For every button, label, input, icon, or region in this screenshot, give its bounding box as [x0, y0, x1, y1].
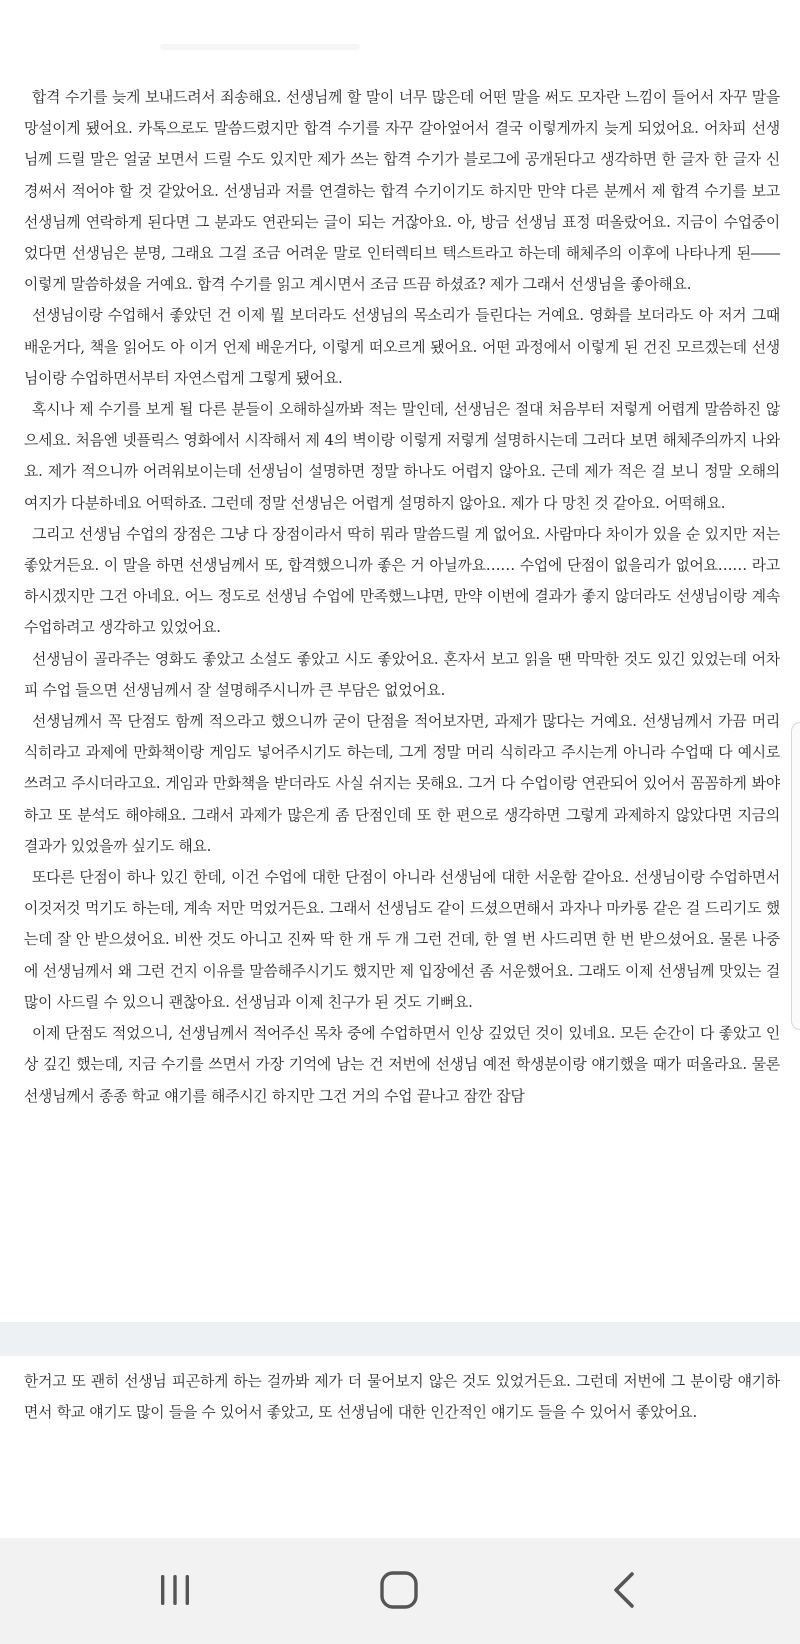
- paragraph: 선생님이랑 수업해서 좋았던 건 이제 뭘 보더라도 선생님의 목소리가 들린다는 거예요. 영화를 보더라도 아 저거 그때 배운거다, 책을 읽어도 아 이거 언제 배운거다, 이렇게 떠오르게 됐어요. 어떤 과정에서 이렇게 된 건진 모르겠는데 선생님이랑 수업하면서부터 자연스럽게 그렇게 됐어요.: [24, 307, 780, 387]
- paragraph: 그리고 선생님 수업의 장점은 그냥 다 장점이라서 딱히 뭐라 말씀드릴 게 없어요. 사람마다 차이가 있을 순 있지만 저는 좋았거든요. 이 말을 하면 선생님께서 또, 합격했으니까 좋은 거 아닐까요…… 수업에 단점이 없을리가 없어요…… 라고 하시겠지만 그건 아네요. 어느 정도로 선생님 수업에 만족했느냐면, 만약 이번에 결과가 좋지 않더라도 선생님이랑 계속 수업하려고 생각하고 있었어요.: [24, 525, 780, 637]
- page-break-divider: [0, 1322, 800, 1356]
- back-icon: [604, 1568, 644, 1616]
- page-2-text: [24, 1366, 780, 1428]
- document-page-1: [0, 72, 800, 1312]
- home-button[interactable]: [369, 1564, 429, 1620]
- paragraph: 한거고 또 괜히 선생님 피곤하게 하는 걸까봐 제가 더 물어보지 않은 것도 있었거든요. 그런데 저번에 그 분이랑 얘기하면서 학교 얘기도 많이 들을 수 있어서 좋았고, 또 선생님에 대한 인간적인 얘기도 들을 수 있어서 좋았어요.: [24, 1373, 780, 1422]
- paragraph: 선생님이 골라주는 영화도 좋았고 소설도 좋았고 시도 좋았어요. 혼자서 보고 읽을 땐 막막한 것도 있긴 있었는데 어차피 수업 들으면 선생님께서 잘 설명해주시니까 큰 부담은 없었어요.: [24, 650, 780, 699]
- page-1-text: [24, 82, 780, 1112]
- home-icon: [377, 1568, 421, 1616]
- back-button[interactable]: [594, 1564, 654, 1620]
- page-top-margin: [0, 0, 800, 60]
- paragraph: 또다른 단점이 하나 있긴 한데, 이건 수업에 대한 단점이 아니라 선생님에 대한 서운함 같아요. 선생님이랑 수업하면서 이것저것 먹기도 하는데, 계속 저만 먹었거든요. 그래서 선생님도 같이 드셨으면해서 과자나 마카롱 같은 걸 드리기도 했는데 잘 안 받으셨어요. 비싼 것도 아니고 진짜 딱 한 개 두 개 그런 건데, 한 열 번 사드리면 한 번 받으셨어요. 물론 나중에 선생님께서 왜 그런 건지 이유를 말씀해주시기도 했지만 제 입장에선 좀 서운했어요. 그래도 이제 선생님께 맛있는 걸 많이 사드릴 수 있으니 괜찮아요. 선생님과 이제 친구가 된 것도 기뻐요.: [24, 869, 780, 1011]
- paragraph: 이제 단점도 적었으니, 선생님께서 적어주신 목차 중에 수업하면서 인상 깊었던 것이 있네요. 모든 순간이 다 좋았고 인상 깊긴 했는데, 지금 수기를 쓰면서 가장 기억에 남는 건 저번에 선생님 예전 학생분이랑 얘기했을 때가 떠올라요. 물론 선생님께서 종종 학교 얘기를 해주시긴 하지만 그건 거의 수업 끝나고 잠깐 잡담: [24, 1025, 780, 1105]
- faint-header-line: [160, 44, 360, 50]
- recent-apps-button[interactable]: [145, 1564, 205, 1620]
- paragraph: 혹시나 제 수기를 보게 될 다른 분들이 오해하실까봐 적는 말인데, 선생님은 절대 처음부터 저렇게 어렵게 말씀하진 않으세요. 처음엔 넷플릭스 영화에서 시작해서 제 4의 벽이랑 이렇게 저렇게 설명하시는데 그러다 보면 해체주의까지 나와요. 제가 적으니까 어려워보이는데 선생님이 설명하면 정말 하나도 어렵지 않아요. 근데 제가 적은 걸 보니 정말 오해의 여지가 다분하네요 어떡하죠. 그런데 정말 선생님은 어렵게 설명하지 않아요. 제가 다 망친 것 같아요. 어떡해요.: [24, 401, 780, 512]
- document-page-2: [0, 1356, 800, 1536]
- paragraph: 선생님께서 꼭 단점도 함께 적으라고 했으니까 굳이 단점을 적어보자면, 과제가 많다는 거예요. 선생님께서 가끔 머리 식히라고 과제에 만화책이랑 게임도 넣어주시기도 하는데, 그게 정말 머리 식히라고 주시는게 아니라 수업때 다 예시로 쓰려고 주시더라고요. 게임과 만화책을 받더라도 사실 쉬지는 못해요. 그거 다 수업이랑 연관되어 있어서 꼼꼼하게 봐야하고 또 분석도 해야해요. 그래서 과제가 많은게 좀 단점인데 또 한 편으로 생각하면 그렇게 과제하지 않았다면 지금의 결과가 있었을까 싶기도 해요.: [24, 713, 780, 855]
- scroll-handle[interactable]: [791, 722, 800, 1030]
- android-navigation-bar: [0, 1538, 800, 1644]
- paragraph: 합격 수기를 늦게 보내드려서 죄송해요. 선생님께 할 말이 너무 많은데 어떤 말을 써도 모자란 느낌이 들어서 자꾸 말을 망설이게 됐어요. 카톡으로도 말씀드렸지만 합격 수기를 자꾸 갈아엎어서 결국 이렇게까지 늦게 되었어요. 어차피 선생님께 드릴 말은 얼굴 보면서 드릴 수도 있지만 제가 쓰는 합격 수기가 블로그에 공개된다고 생각하면 한 글자 한 글자 신경써서 적어야 할 것 같았어요. 선생님과 저를 연결하는 합격 수기이기도 하지만 만약 다른 분께서 제 합격 수기를 보고 선생님께 연락하게 된다면 그 분과도 연관되는 글이 되는 거잖아요. 아, 방금 선생님 표정 떠올랐어요. 지금이 수업중이었다면 선생님은 분명, 그래요 그걸 조금 어려운 말로 인터렉티브 텍스트라고 하는데 해체주의 이후에 나타나게 된―― 이렇게 말씀하셨을 거예요. 합격 수기를 읽고 계시면서 조금 뜨끔 하셨죠? 제가 그래서 선생님을 좋아해요.: [24, 89, 780, 294]
- recent-apps-icon: [155, 1570, 195, 1614]
